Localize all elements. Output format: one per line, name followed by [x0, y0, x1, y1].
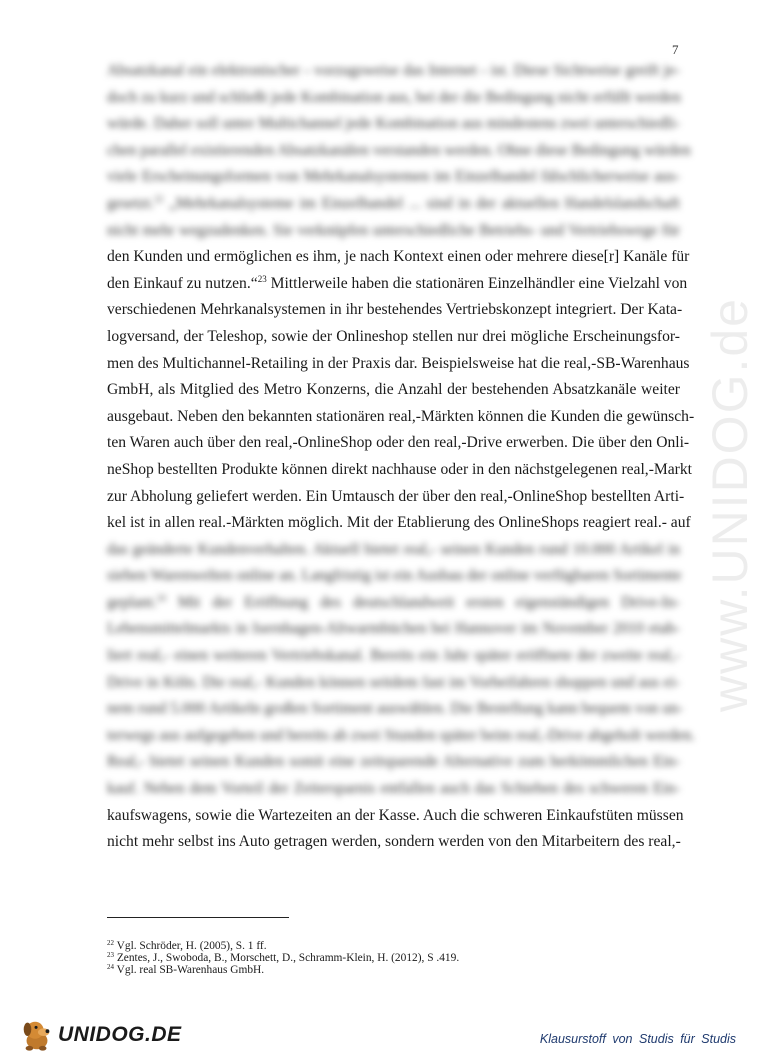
text-line: kauf. Neben dem Vorteil der Zeitersparnis entfallen auch das Schieben des schweren Ein- — [107, 780, 680, 798]
text-line — [107, 191, 680, 218]
footnote-22 — [107, 940, 607, 952]
text-line: terwegs aus aufgegeben und bereits ab zwei Stunden später beim real,-Drive abgeholt werden. — [107, 726, 696, 744]
footnote-24 — [107, 964, 607, 976]
text-fragment: „Mehrkanalsysteme im Einzelhandel ... sind in der aktuellen Handelslandschaft — [169, 194, 680, 212]
text-line: würde. Daher soll unter Multichannel jede Kombination aus mindestens zwei unterschiedli- — [107, 115, 680, 133]
text-line: Lebensmittelmarkts in Isernhagen-Altwarmbüchen bei Hannover im November 2010 etab- — [107, 620, 680, 638]
footnote-number: 24 — [107, 963, 114, 972]
footnote-23 — [107, 952, 607, 964]
text-line: liert real,- einen weiteren Vertriebskanal. Bereits ein Jahr später eröffnete der zweite real,- — [107, 647, 680, 665]
text-line: chen parallel existierenden Absatzkanälen verstanden werden. Ohne diese Bedingung würden — [107, 141, 691, 159]
footnote-text: Vgl. Schröder, H. (2005), S. 1 ff. — [114, 940, 267, 952]
footer-tagline: Klausurstoff von Studis für Studis — [539, 1032, 736, 1046]
text-line: nicht mehr wegzudenken. Sie verknüpfen unterschiedliche Betriebs- und Vertriebswege für — [107, 221, 680, 239]
text-line: ten Waren auch über den real,-OnlineShop oder den real,-Drive erwerben. Die über den Onli- — [107, 434, 690, 452]
footnote-text: Vgl. real SB-Warenhaus GmbH. — [114, 964, 265, 977]
text-line: Drive in Köln. Die real,- Kunden können seitdem fast im Vorbeifahren shoppen und aus ei- — [107, 673, 680, 691]
text-line: das geänderte Kundenverhalten. Aktuell bietet real,- seinen Kunden rund 10.000 Artikel in — [107, 540, 680, 558]
text-line — [107, 271, 688, 298]
text-line: kel ist in allen real.-Märkten möglich. Mit der Etablierung des OnlineShops reagiert real.- auf — [107, 514, 691, 532]
text-line: den Kunden und ermöglichen es ihm, je nach Kontext einen oder mehrere diese[r] Kanäle für — [107, 248, 690, 266]
text-line — [107, 590, 680, 617]
text-fragment: geplant. — [107, 593, 157, 611]
text-fragment: Mit der Eröffnung des deutschlandweit ersten eigenständigen Drive-In- — [165, 593, 680, 611]
footnote-text: Zentes, J., Swoboda, B., Morschett, D., Schramm-Klein, H. (2012), S .419. — [114, 952, 460, 965]
watermark: www.UNIDOG.de — [702, 297, 758, 713]
dog-icon — [18, 1016, 56, 1054]
text-line: sieben Warenwelten online an. Langfristig ist ein Ausbau der online verfügbaren Sortimente — [107, 567, 682, 585]
footnote-ref: 23 — [257, 273, 267, 284]
footnote-ref: 24 — [156, 592, 166, 603]
footnote-number: 22 — [107, 939, 114, 947]
unidog-logo[interactable] — [18, 1015, 188, 1055]
footnote-number: 23 — [107, 951, 114, 960]
footnote-ref: 22 — [154, 193, 164, 204]
footnote-divider — [107, 917, 289, 918]
page-number: 7 — [672, 42, 679, 57]
text-line: doch zu kurz und schließt jede Kombination aus, bei der die Bedingung nicht erfüllt werden — [107, 88, 681, 106]
text-line: GmbH, als Mitglied des Metro Konzerns, die Anzahl der bestehenden Absatzkanäle weiter — [107, 381, 680, 399]
text-fragment: den Einkauf zu nutzen.“ — [107, 274, 258, 292]
text-fragment: Mittlerweile haben die stationären Einzelhändler eine Vielzahl von — [266, 274, 688, 292]
text-line: nicht mehr selbst ins Auto getragen werden, sondern werden von den Mitarbeitern des real,- — [107, 833, 681, 851]
text-line: verschiedenen Mehrkanalsystemen in ihr bestehendes Vertriebskonzept integriert. Der Kata- — [107, 301, 683, 319]
text-fragment: gesetzt. — [107, 194, 155, 212]
body-text — [107, 58, 696, 856]
text-line: logversand, der Teleshop, sowie der Onlineshop stellen nur drei mögliche Erscheinungsfor- — [107, 327, 680, 345]
text-line: viele Erscheinungsformen von Mehrkanalsystemen im Einzelhandel fälschlicherweise aus- — [107, 168, 680, 186]
text-line: Real,- bietet seinen Kunden somit eine zeitsparende Alternative zum herkömmlichen Ein- — [107, 753, 680, 771]
text-line: nem rund 5.000 Artikeln großen Sortiment auswählen. Die Bestellung kann bequem von un- — [107, 700, 683, 718]
text-line: ausgebaut. Neben den bekannten stationären real,-Märkten können die Kunden die gewünsch- — [107, 407, 695, 425]
text-line: zur Abholung geliefert werden. Ein Umtausch der über den real,-OnlineShop bestellten Arti- — [107, 487, 685, 505]
footnotes — [107, 940, 607, 977]
text-line: neShop bestellten Produkte können direkt nachhause oder in den nächstgelegenen real,-Markt — [107, 460, 693, 478]
logo-text: UNIDOG.DE — [58, 1023, 182, 1046]
text-line: Absatzkanal ein elektronischer - vorzugsweise das Internet - ist. Diese Sichtweise greift je- — [107, 62, 680, 79]
text-line: men des Multichannel-Retailing in der Praxis dar. Beispielsweise hat die real,-SB-Warenhaus — [107, 354, 690, 372]
text-line: kaufswagens, sowie die Wartezeiten an der Kasse. Auch die schweren Einkaufstüten müssen — [107, 806, 684, 824]
